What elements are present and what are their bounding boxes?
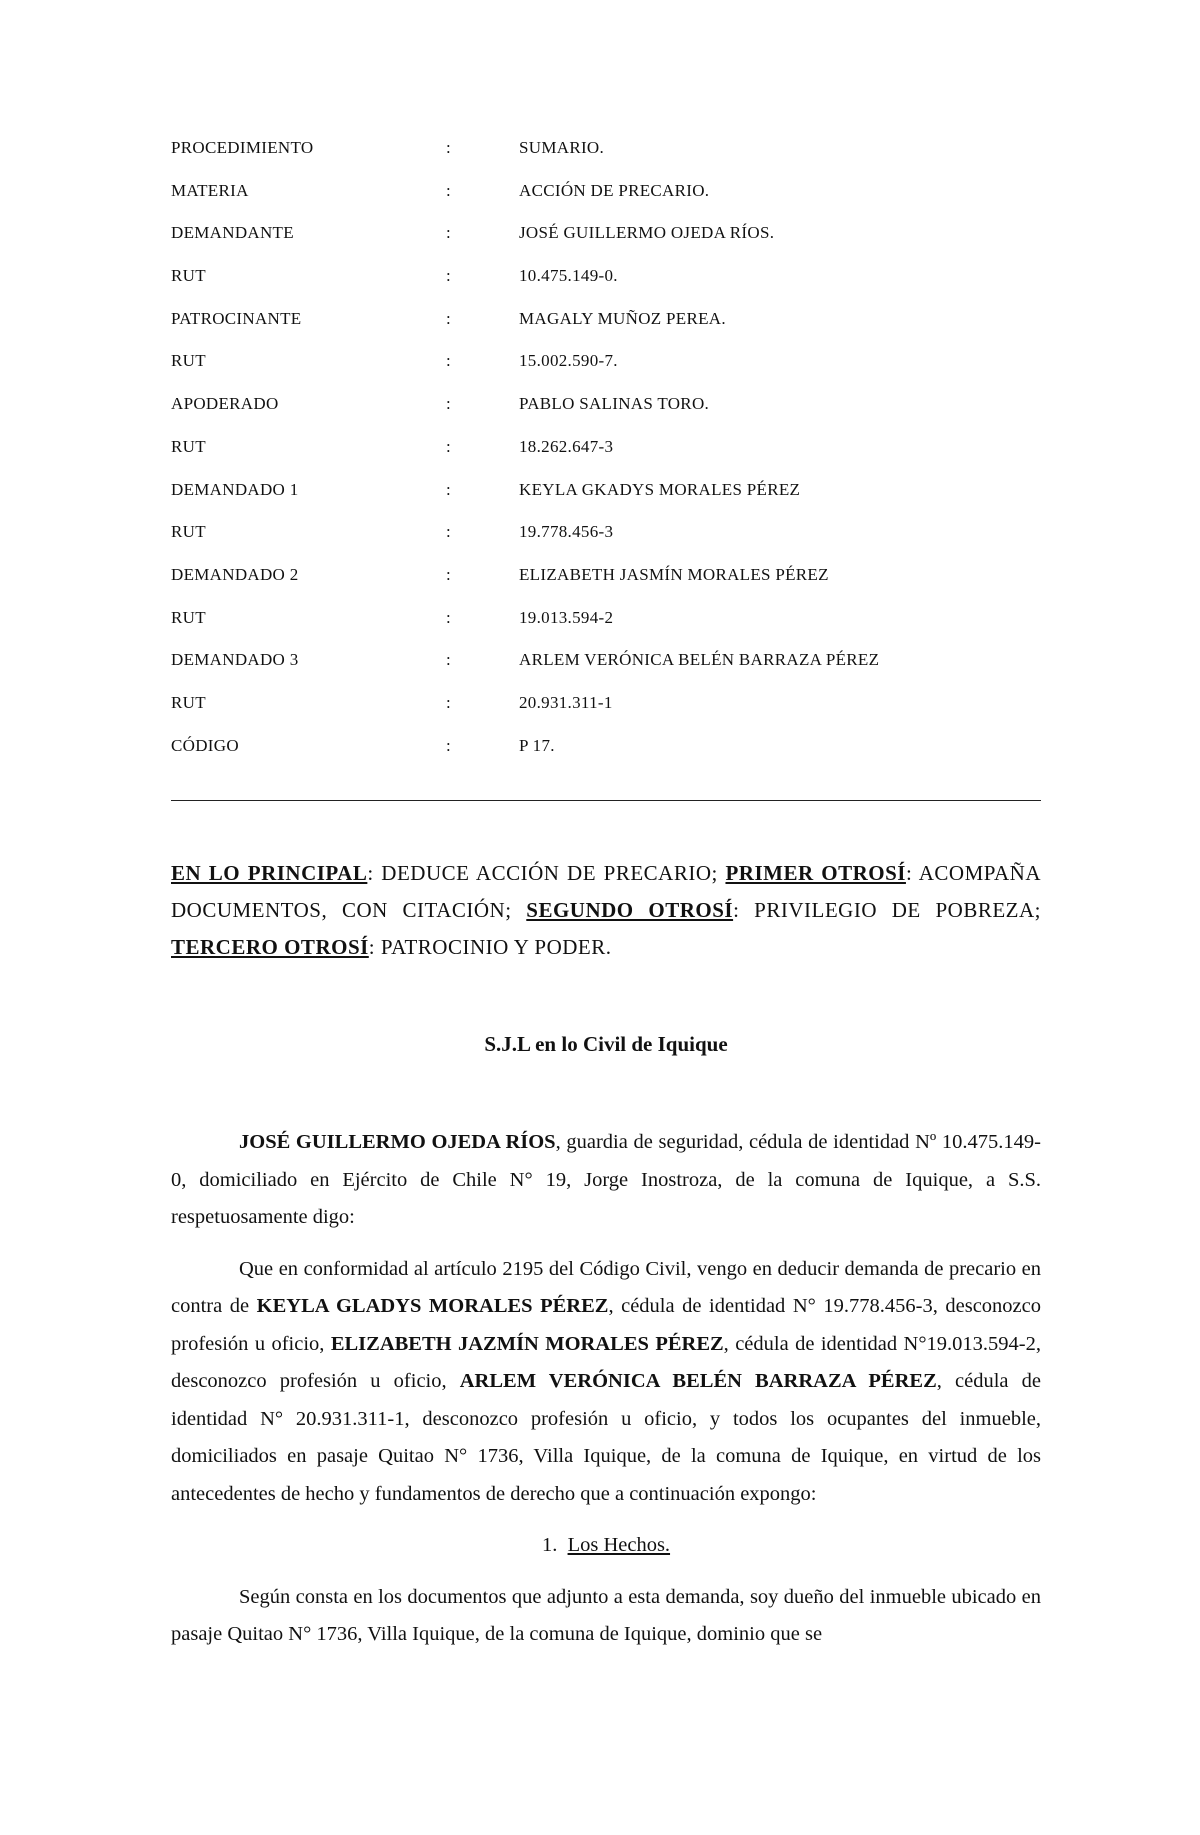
demand-text-2: , cédula de identidad N° 19.778.456-3, desconozco profesión u oficio,: [171, 1295, 1041, 1355]
defendant-1-name: KEYLA GLADYS MORALES PÉREZ: [256, 1295, 609, 1317]
header-value: 18.262.647-3: [519, 436, 614, 456]
header-row: [171, 565, 1051, 608]
header-colon: :: [446, 522, 452, 542]
header-value: ELIZABETH JASMÍN MORALES PÉREZ: [519, 564, 829, 584]
header-colon: :: [446, 223, 452, 243]
sumilla-tercero-otrosi-text: : PATROCINIO Y PODER.: [368, 935, 612, 959]
header-value: 15.002.590-7.: [519, 351, 618, 371]
header-label: RUT: [171, 351, 206, 371]
header-value: PABLO SALINAS TORO.: [519, 394, 710, 414]
sumilla-segundo-otrosi-label: SEGUNDO OTROSÍ: [526, 898, 734, 922]
header-label: RUT: [171, 522, 206, 542]
header-label: DEMANDADO 3: [171, 650, 299, 670]
header-row: [171, 351, 1051, 394]
header-row: [171, 522, 1051, 565]
header-row: [171, 437, 1051, 480]
header-row: [171, 693, 1051, 736]
header-value: ACCIÓN DE PRECARIO.: [519, 180, 710, 200]
sumilla-tercero-otrosi-label: TERCERO OTROSÍ: [171, 935, 369, 959]
document-body: [171, 1124, 1041, 1668]
section-title: Los Hechos.: [567, 1534, 671, 1556]
facts-paragraph: Según consta en los documentos que adjunto a esta demanda, soy dueño del inmueble ubicado en pasaje Quitao N° 1736, Villa Iquique, de la comuna de Iquique, dominio que se: [171, 1585, 1041, 1645]
header-colon: :: [446, 351, 452, 371]
intro-text: , guardia de seguridad, cédula de identidad Nº 10.475.149-0, domiciliado en Ejército de Chile N° 19, Jorge Inostroza, de la comuna de Iquique, a S.S. respetuosamente digo:: [171, 1131, 1041, 1228]
header-row: [171, 309, 1051, 352]
header-colon: :: [446, 436, 452, 456]
header-row: [171, 650, 1051, 693]
header-colon: :: [446, 692, 452, 712]
header-value: ARLEM VERÓNICA BELÉN BARRAZA PÉREZ: [519, 650, 880, 670]
plaintiff-name: JOSÉ GUILLERMO OJEDA RÍOS: [239, 1131, 556, 1153]
section-heading-facts: [171, 1527, 1041, 1565]
header-label: RUT: [171, 607, 206, 627]
header-label: PATROCINANTE: [171, 308, 302, 328]
header-value: KEYLA GKADYS MORALES PÉREZ: [519, 479, 801, 499]
header-value: MAGALY MUÑOZ PEREA.: [519, 308, 726, 328]
sumilla-segundo-otrosi-text: : PRIVILEGIO DE POBREZA;: [733, 898, 1041, 922]
header-colon: :: [446, 735, 452, 755]
header-row: [171, 223, 1051, 266]
header-colon: :: [446, 394, 452, 414]
defendant-3-name: ARLEM VERÓNICA BELÉN BARRAZA PÉREZ: [459, 1370, 937, 1392]
header-label: DEMANDANTE: [171, 223, 294, 243]
sumilla-principal-label: EN LO PRINCIPAL: [171, 861, 368, 885]
header-colon: :: [446, 308, 452, 328]
header-row: [171, 736, 1051, 779]
header-label: DEMANDADO 2: [171, 564, 299, 584]
sumilla-primer-otrosi-label: PRIMER OTROSÍ: [725, 861, 906, 885]
header-colon: :: [446, 607, 452, 627]
sumilla-principal-text: : DEDUCE ACCIÓN DE PRECARIO;: [367, 861, 726, 885]
header-row: [171, 266, 1051, 309]
demand-text-4: , cédula de identidad N° 20.931.311-1, desconozco profesión u oficio, y todos los ocupantes del inmueble, domiciliados en pasaje Quitao N° 1736, Villa Iquique, de la comuna de Iquique, en virtud de los antecedentes de hecho y fundamentos de derecho que a continuación expongo:: [171, 1370, 1041, 1505]
header-label: RUT: [171, 266, 206, 286]
header-value: 19.013.594-2: [519, 607, 614, 627]
header-divider: [171, 800, 1041, 801]
header-value: 19.778.456-3: [519, 522, 614, 542]
header-colon: :: [446, 564, 452, 584]
demand-text-3: , cédula de identidad N°19.013.594-2, desconozco profesión u oficio,: [171, 1332, 1041, 1392]
sumilla: [171, 855, 1041, 966]
header-colon: :: [446, 180, 452, 200]
sumilla-primer-otrosi-text: : ACOMPAÑA DOCUMENTOS, CON CITACIÓN;: [171, 861, 1041, 922]
header-label: MATERIA: [171, 180, 249, 200]
intro-paragraph: [171, 1124, 1041, 1237]
case-header-table: [171, 138, 1051, 778]
header-colon: :: [446, 479, 452, 499]
court-heading: S.J.L en lo Civil de Iquique: [484, 1032, 728, 1056]
header-value: SUMARIO.: [519, 138, 605, 157]
header-row: [171, 480, 1051, 523]
header-value: JOSÉ GUILLERMO OJEDA RÍOS.: [519, 223, 775, 243]
header-label: RUT: [171, 692, 206, 712]
demand-text-1: Que en conformidad al artículo 2195 del Código Civil, vengo en deducir demanda de precario en contra de: [171, 1257, 1041, 1317]
header-colon: :: [446, 650, 452, 670]
demand-paragraph: [171, 1251, 1041, 1514]
defendant-2-name: ELIZABETH JAZMÍN MORALES PÉREZ: [330, 1332, 724, 1355]
section-number: 1.: [541, 1534, 558, 1556]
header-row: [171, 394, 1051, 437]
header-row: [171, 181, 1051, 224]
header-value: 10.475.149-0.: [519, 266, 618, 286]
header-label: RUT: [171, 436, 206, 456]
header-label: CÓDIGO: [171, 735, 239, 755]
header-row: [171, 608, 1051, 651]
header-colon: :: [446, 138, 452, 157]
header-label: APODERADO: [171, 394, 279, 414]
header-value: P 17.: [519, 735, 555, 755]
header-value: 20.931.311-1: [519, 692, 613, 712]
header-colon: :: [446, 266, 452, 286]
header-label: PROCEDIMIENTO: [171, 138, 314, 157]
header-label: DEMANDADO 1: [171, 479, 299, 499]
header-row: [171, 138, 1051, 181]
